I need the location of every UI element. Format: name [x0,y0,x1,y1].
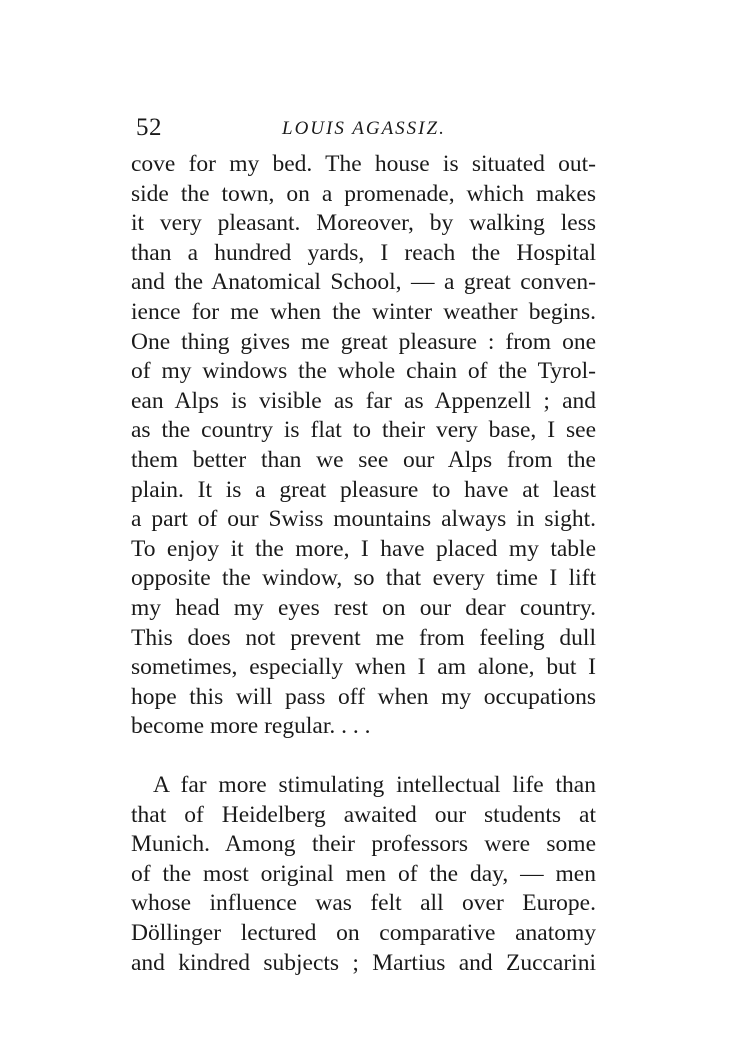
paragraph-munich [131,771,596,978]
text-line: This does not prevent me from feeling dull [131,624,596,651]
text-line: of my windows the whole chain of the Tyrol- [131,358,596,385]
text-line: whose influence was felt all over Europe. [131,890,596,917]
text-line: it very pleasant. Moreover, by walking less [131,210,596,237]
text-line: of the most original men of the day, — men [131,860,596,887]
text-line: opposite the window, so that every time I lift [131,565,596,592]
text-line: hope this will pass off when my occupations [131,683,596,710]
text-line: a part of our Swiss mountains always in sight. [131,506,596,533]
text-line: A far more stimulating intellectual life than [153,772,596,798]
text-line: them better than we see our Alps from the [131,446,596,473]
page-number: 52 [136,114,162,141]
text-line: that of Heidelberg awaited our students at [131,801,596,828]
text-line: ience for me when the winter weather begins. [131,298,596,325]
text-line: and the Anatomical School, — a great conven- [131,269,596,296]
text-line: plain. It is a great pleasure to have at least [131,476,596,503]
text-line: One thing gives me great pleasure : from one [131,328,596,355]
text-line: ean Alps is visible as far as Appenzell ; and [131,387,596,414]
text-line: my head my eyes rest on our dear country. [131,594,596,621]
text-line: Döllinger lectured on comparative anatomy [131,919,596,946]
text-line: To enjoy it the more, I have placed my table [131,535,596,562]
text-line: as the country is flat to their very base, I see [131,417,596,444]
text-line: become more regular. . . . [131,713,371,740]
text-line: cove for my bed. The house is situated out- [131,151,596,177]
running-title: LOUIS AGASSIZ. [282,118,446,139]
text-line: and kindred subjects ; Martius and Zuccarini [131,949,596,976]
text-line: sometimes, especially when I am alone, but I [131,654,596,681]
text-line: Munich. Among their professors were some [131,831,596,858]
text-line: than a hundred yards, I reach the Hospital [131,239,596,266]
text-line: side the town, on a promenade, which makes [131,180,596,207]
running-header [132,113,596,143]
paragraph-letter-continuation [131,150,596,742]
